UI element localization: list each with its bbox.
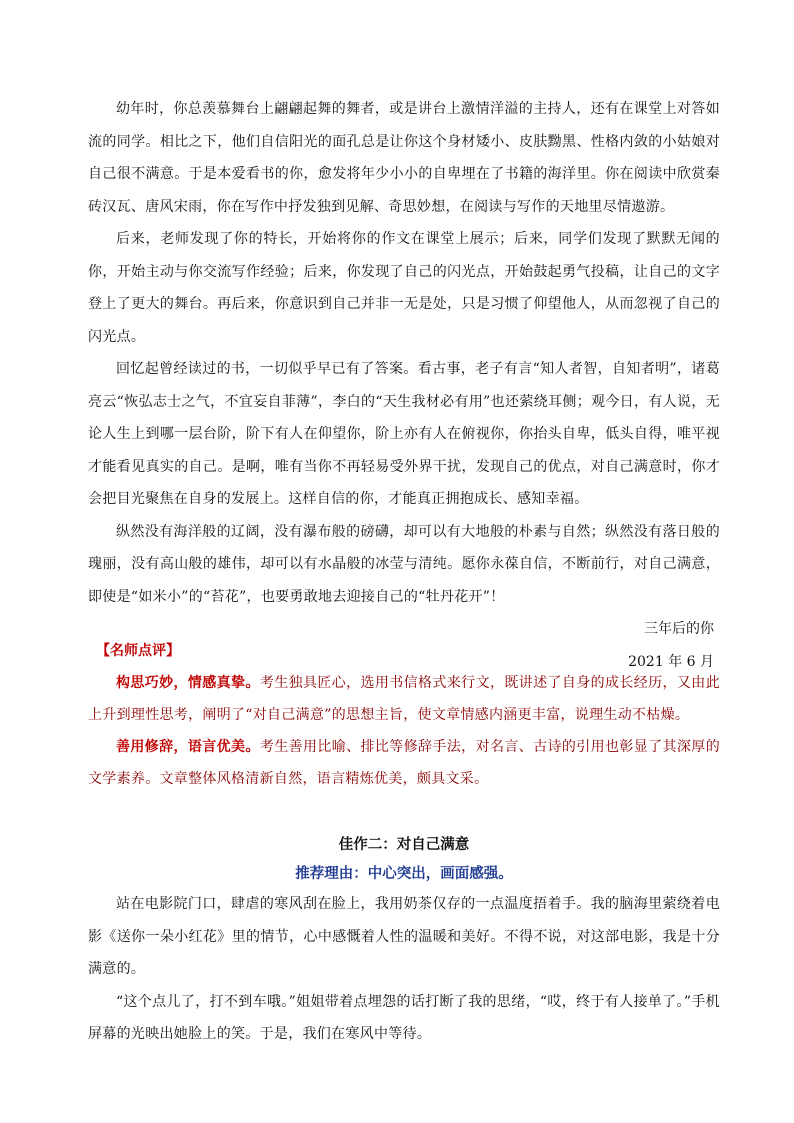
essay-title: 佳作二：对自己满意 — [338, 836, 470, 853]
review-item-lead: 善用修辞，语言优美。 — [116, 739, 260, 755]
letter-signature: 三年后的你 — [644, 621, 714, 637]
essay-paragraph: “这个点儿了，打不到车哦。”姐姐带着点埋怨的话打断了我的思绪，“哎，终于有人接单了。”手机屏幕的光映出她脸上的笑。于是，我们在寒风中等待。 — [88, 993, 720, 1042]
letter-paragraph: 回忆起曾经读过的书，一切似乎早已有了答案。看古事，老子有言“知人者智，自知者明”，诸葛亮云“恢弘志士之气，不宜妄自菲薄”，李白的“天生我材必有用”也还萦绕耳侧；观今日，有人说，无论人生上到哪一层台阶，阶下有人在仰望你，阶上亦有人在俯视你，你抬头自卑，低头自得，唯平视才能看见真实的自己。是啊，唯有当你不再轻易受外界干扰，发现自己的优点，对自己满意时，你才会把目光聚焦在自身的发展上。这样自信的你，才能真正拥抱成长、感知幸福。 — [88, 361, 720, 507]
recommend-reason: 推荐理由：中心突出，画面感强。 — [295, 865, 513, 882]
review-item-lead: 构思巧妙，情感真挚。 — [116, 675, 260, 691]
letter-paragraph: 纵然没有海洋般的辽阔，没有瀑布般的磅礴，却可以有大地般的朴素与自然；纵然没有落日般的瑰丽，没有高山般的雄伟，却可以有水晶般的冰莹与清纯。愿你永葆自信，不断前行，对自己满意，即使是“如米小”的“苔花”，也要勇敢地去迎接自己的“牡丹花开”！ — [88, 523, 720, 605]
letter-paragraph: 后来，老师发现了你的特长，开始将你的作文在课堂上展示；后来，同学们发现了默默无闻的你，开始主动与你交流写作经验；后来，你发现了自己的闪光点，开始鼓起勇气投稿，让自己的文字登上了更大的舞台。再后来，你意识到自己并非一无是处，只是习惯了仰望他人，从而忽视了自己的闪光点。 — [88, 231, 720, 345]
review-item-text: 考生独具匠心，选用书信格式来行文，既讲述了自身的成长经历，又由此上升到理性思考，阐明了“对自己满意”的思想主旨，使文章情感内涵更丰富，说理生动不枯燥。 — [88, 675, 720, 723]
letter-body — [88, 93, 720, 678]
essay-paragraph: 站在电影院门口，肆虐的寒风刮在脸上，我用奶茶仅存的一点温度捂着手。我的脑海里萦绕着电影《送你一朵小红花》里的情节，心中感慨着人性的温暖和美好。不得不说，对这部电影，我是十分满意的。 — [88, 896, 720, 977]
review-item — [88, 667, 720, 731]
review-item — [88, 731, 720, 795]
review-title: 【名师点评】 — [96, 643, 180, 659]
essay-two — [88, 830, 720, 1051]
letter-paragraph: 幼年时，你总羡慕舞台上翩翩起舞的舞者，或是讲台上激情洋溢的主持人，还有在课堂上对答如流的同学。相比之下，他们自信阳光的面孔总是让你这个身材矮小、皮肤黝黑、性格内敛的小姑娘对自己很不满意。于是本爱看书的你，愈发将年少小小的自卑埋在了书籍的海洋里。你在阅读中欣赏秦砖汉瓦、唐风宋雨，你在写作中抒发独到见解、奇思妙想，在阅读与写作的天地里尽情遨游。 — [88, 101, 720, 215]
teacher-review — [88, 635, 720, 795]
review-item-text: 考生善用比喻、排比等修辞手法，对名言、古诗的引用也彰显了其深厚的文学素养。文章整体风格清新自然，语言精炼优美，颇具文采。 — [88, 739, 720, 787]
letter-date: 2021 年 6 月 — [628, 653, 714, 670]
